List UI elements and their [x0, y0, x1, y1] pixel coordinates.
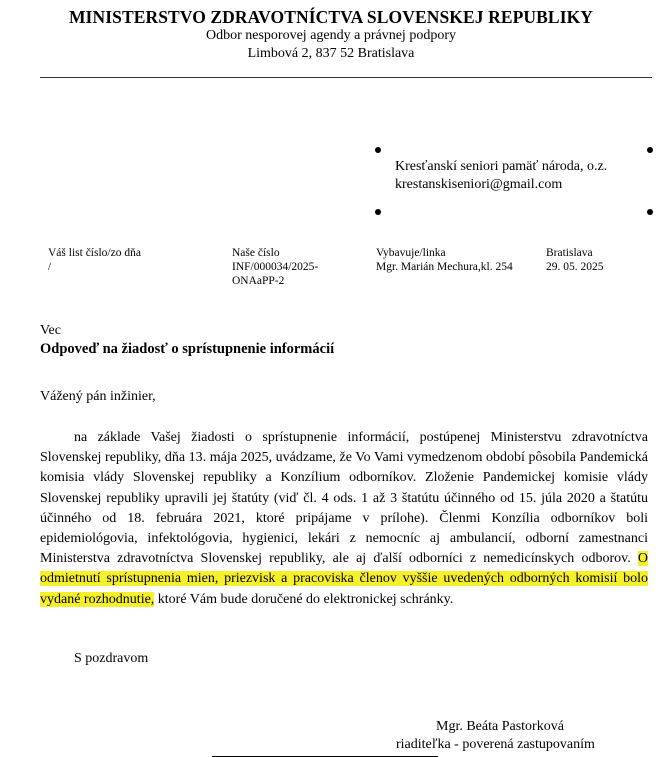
address-corner-marker — [375, 209, 381, 215]
ministry-address: Limbová 2, 837 52 Bratislava — [247, 46, 415, 61]
signatory-role: riaditeľka - poverená zastupovaním — [396, 737, 595, 752]
department-name: Odbor nesporovej agendy a právnej podpory — [206, 28, 456, 43]
recipient-email: krestanskiseniori@gmail.com — [395, 177, 563, 192]
our-ref-label: Naše číslo — [232, 247, 280, 259]
highlighted-decision-text: O odmietnutí sprístupnenia mien, priezvisk a pracoviska členov vyššie uvedených odborných komisií bolo vydané rozhodnutie, — [40, 551, 649, 607]
signatory-name: Mgr. Beáta Pastorková — [436, 719, 564, 734]
address-corner-marker — [375, 147, 381, 153]
subject-label: Vec — [40, 323, 61, 338]
closing: S pozdravom — [74, 651, 149, 666]
letter-body — [40, 428, 648, 610]
recipient-name: Kresťanskí seniori pamäť národa, o.z. — [395, 159, 608, 174]
handler-value: Mgr. Marián Mechura,kl. 254 — [376, 261, 513, 273]
handler-label: Vybavuje/linka — [376, 247, 446, 259]
ministry-title: MINISTERSTVO ZDRAVOTNÍCTVA SLOVENSKEJ REPUBLIKY — [68, 7, 594, 27]
letter-city: Bratislava — [546, 247, 593, 259]
our-ref-value-line2: ONAaPP-2 — [232, 275, 285, 287]
your-ref-value: / — [48, 261, 52, 273]
address-corner-marker — [647, 209, 653, 215]
header-divider — [40, 77, 652, 78]
our-ref-value-line1: INF/000034/2025- — [232, 261, 319, 273]
address-corner-marker — [647, 147, 653, 153]
your-ref-label: Váš list číslo/zo dňa — [48, 247, 141, 259]
body-text-part1: na základe Vašej žiadosti o sprístupnenie informácií, postúpenej Ministerstvu zdravotníctva Slovenskej republiky, dňa 13. mája 2025, uvádzame, že Vo Vami vymedzenom období pôsobila Pandemická komisia vlády Slovenskej republiky a Konzílium odborníkov. Zloženie Pandemickej komisie vlády Slovenskej republiky upravili jej štatúty (viď čl. 4 ods. 1 až 3 štatútu účinného od 15. júla 2020 a štatútu účinného od 18. februára 2021, ktoré pripájame v prílohe). Členmi Konzília odborníkov boli epidemiológovia, infektológovia, hygienici, lekári z nemocníc aj ambulancií, odborní zamestnanci Ministerstva zdravotníctva Slovenskej republiky, ale aj ďalší odborníci z nemedicínskych odborov. — [40, 430, 648, 567]
salutation: Vážený pán inžinier, — [40, 389, 156, 404]
subject-title: Odpoveď na žiadosť o sprístupnenie informácií — [40, 341, 335, 357]
letter-date: 29. 05. 2025 — [546, 261, 604, 273]
body-text-part2: ktoré Vám bude doručené do elektronickej schránky. — [157, 591, 454, 607]
